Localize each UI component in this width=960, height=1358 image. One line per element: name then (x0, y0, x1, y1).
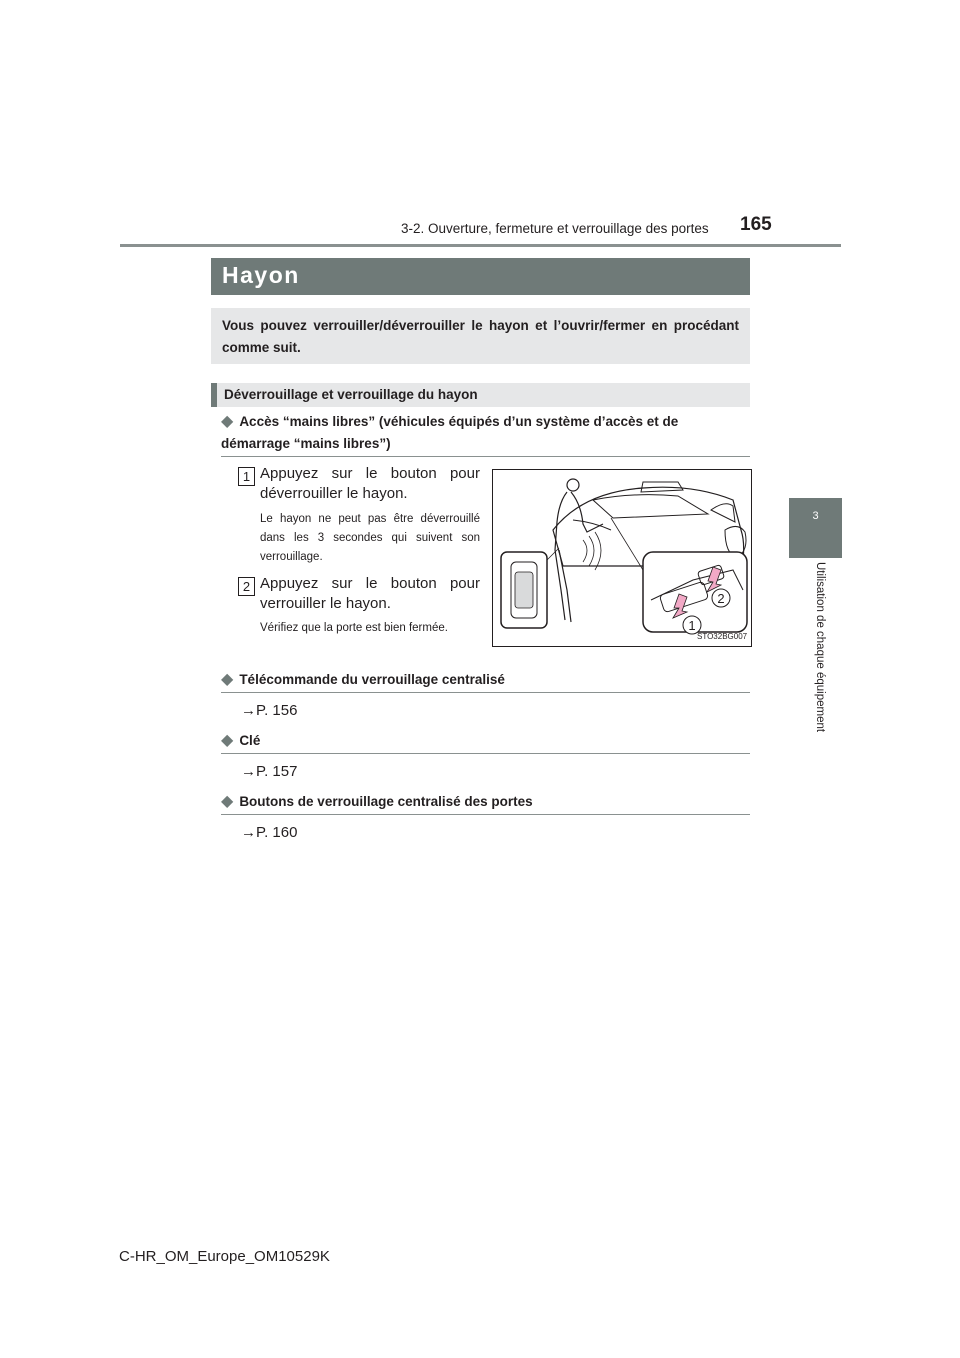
diamond-icon: ◆ (221, 793, 234, 810)
heading-rule (221, 456, 750, 457)
diamond-icon: ◆ (221, 732, 234, 749)
step-number-1: 1 (238, 467, 255, 486)
tailgate-illustration-drawing (493, 470, 751, 646)
figure-callout-2: 2 (717, 591, 725, 606)
smart-entry-heading (221, 411, 750, 455)
page-number: 165 (740, 214, 772, 235)
heading-rule (221, 753, 750, 754)
heading-rule (221, 692, 750, 693)
header-rule (120, 244, 841, 247)
chapter-tab-number: 3 (812, 510, 819, 522)
door-lock-buttons-heading-text: Boutons de verrouillage centralisé des portes (239, 794, 533, 809)
page-title-bar (211, 258, 750, 295)
tailgate-illustration (492, 469, 752, 647)
step-2-note: Vérifiez que la porte est bien fermée. (260, 622, 448, 634)
figure-callout-1: 1 (688, 618, 696, 633)
diamond-icon: ◆ (221, 413, 234, 430)
step-1-note: Le hayon ne peut pas être déverrouillé dans les 3 secondes qui suivent son verrouillage. (260, 513, 480, 563)
intro-box (211, 308, 750, 364)
smart-entry-heading-text: Accès “mains libres” (véhicules équipés d’un système d’accès et de démarrage “mains libres”) (221, 414, 679, 451)
remote-control-heading-text: Télécommande du verrouillage centralisé (239, 672, 505, 687)
subsection-bar (211, 383, 750, 407)
intro-text: Vous pouvez verrouiller/déverrouiller le hayon et l’ouvrir/fermer en procédant comme suit. (222, 318, 739, 355)
page-title: Hayon (222, 262, 300, 288)
document-footer: C-HR_OM_Europe_OM10529K (119, 1248, 330, 1265)
subsection-title: Déverrouillage et verrouillage du hayon (224, 387, 478, 402)
subsection-accent (211, 383, 217, 407)
step-number-2: 2 (238, 577, 255, 596)
figure-code: STO32BG007 (697, 632, 748, 641)
section-path: 3-2. Ouverture, fermeture et verrouillage des portes (401, 221, 709, 236)
page-reference-link[interactable]: →P. 160 (241, 824, 298, 841)
chapter-tab (789, 498, 842, 558)
step-1-text: Appuyez sur le bouton pour déverrouiller le hayon. (260, 465, 480, 502)
diamond-icon: ◆ (221, 671, 234, 688)
page-reference-link[interactable]: →P. 157 (241, 763, 298, 780)
page-reference-link[interactable]: →P. 156 (241, 702, 298, 719)
door-lock-buttons-heading (221, 791, 750, 813)
step-2-text: Appuyez sur le bouton pour verrouiller le hayon. (260, 575, 480, 612)
key-heading (221, 730, 750, 752)
remote-control-heading (221, 669, 750, 691)
key-heading-text: Clé (239, 733, 261, 748)
chapter-tab-label: Utilisation de chaque équipement (814, 562, 826, 733)
heading-rule (221, 814, 750, 815)
